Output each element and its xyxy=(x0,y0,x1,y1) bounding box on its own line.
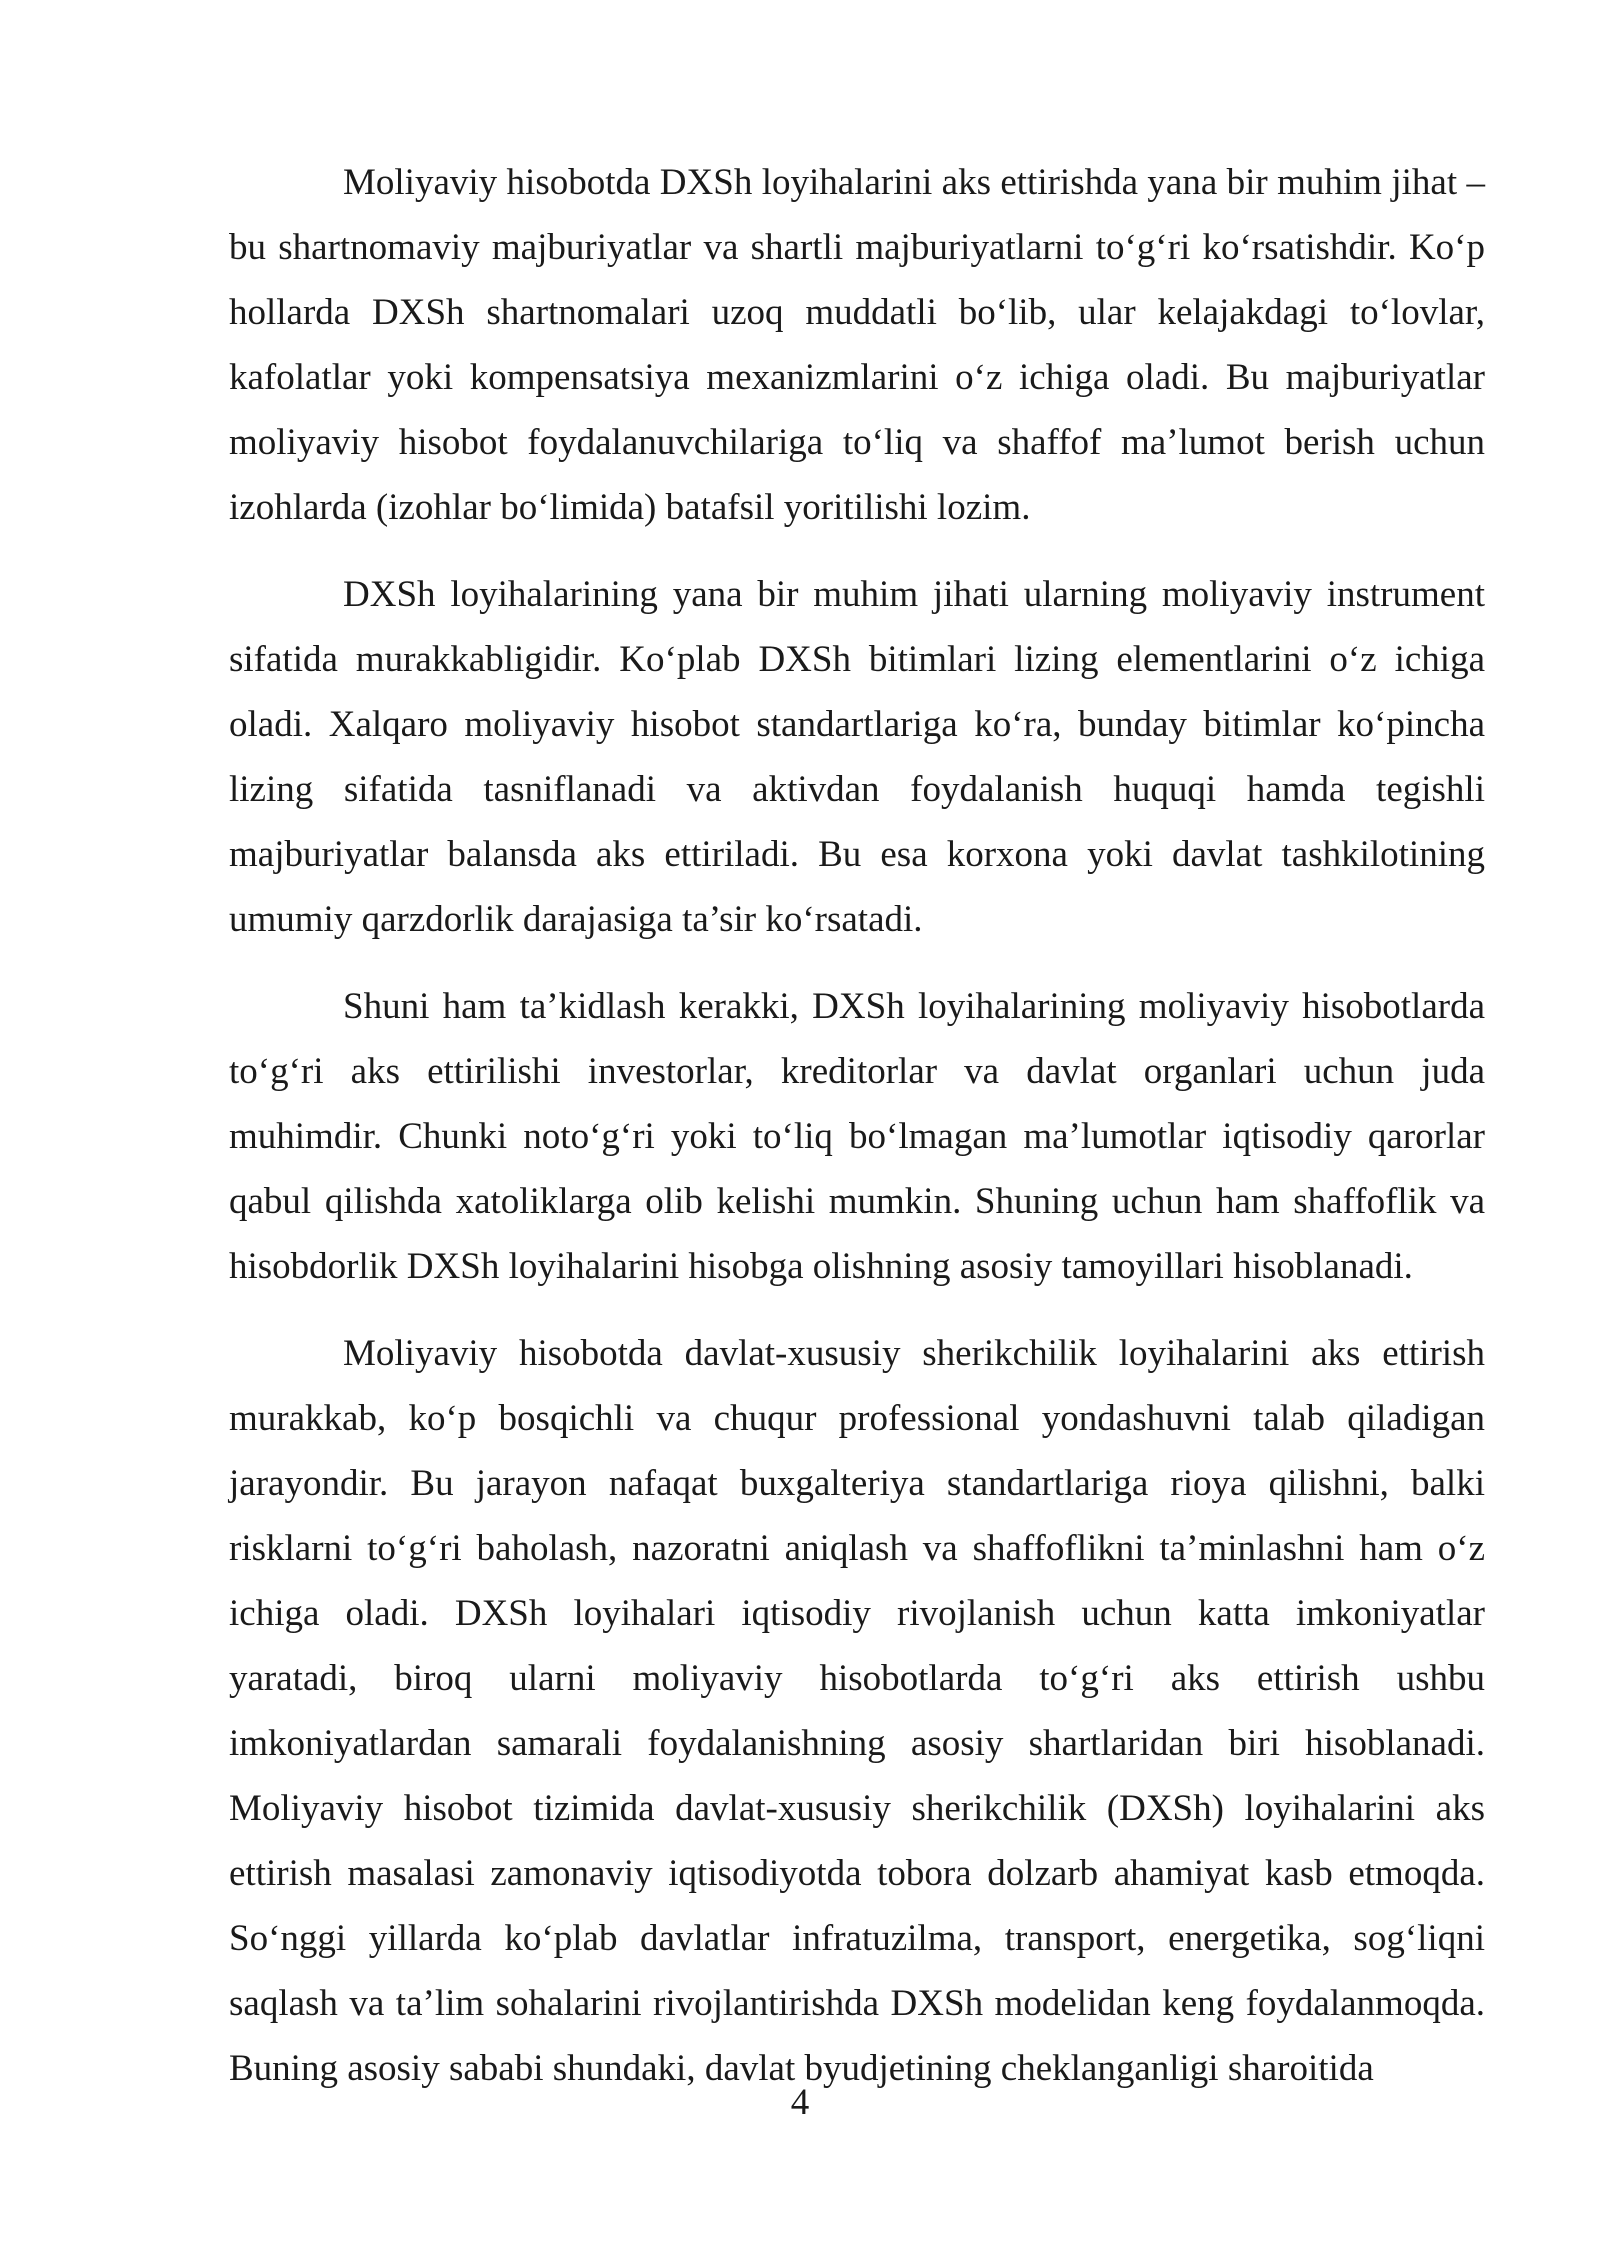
paragraph-2: DXSh loyihalarining yana bir muhim jihati ularning moliyaviy instrument sifatida murakkabligidir. Ko‘plab DXSh bitimlari lizing elementlarini o‘z ichiga oladi. Xalqaro moliyaviy hisobot standartlariga ko‘ra, bunday bitimlar ko‘pincha lizing sifatida tasniflanadi va aktivdan foydalanish huquqi hamda tegishli majburiyatlar balansda aks ettiriladi. Bu esa korxona yoki davlat tashkilotining umumiy qarzdorlik darajasiga ta’sir ko‘rsatadi. xyxy=(229,574,1485,940)
paragraph-4: Moliyaviy hisobotda davlat-xususiy sherikchilik loyihalarini aks ettirish murakkab, ko‘p bosqichli va chuqur professional yondashuvni talab qiladigan jarayondir. Bu jarayon nafaqat buxgalteriya standartlariga rioya qilishni, balki risklarni to‘g‘ri baholash, nazoratni aniqlash va shaffoflikni ta’minlashni ham o‘z ichiga oladi. DXSh loyihalari iqtisodiy rivojlanish uchun katta imkoniyatlar yaratadi, biroq ularni moliyaviy hisobotlarda to‘g‘ri aks ettirish ushbu imkoniyatlardan samarali foydalanishning asosiy shartlaridan biri hisoblanadi. Moliyaviy hisobot tizimida davlat-xususiy sherikchilik (DXSh) loyihalarini aks ettirish masalasi zamonaviy iqtisodiyotda tobora dolzarb ahamiyat kasb etmoqda. So‘nggi yillarda ko‘plab davlatlar infratuzilma, transport, energetika, sog‘liqni saqlash va ta’lim sohalarini rivojlantirishda DXSh modelidan keng foydalanmoqda. Buning asosiy sababi shundaki, davlat byudjetining cheklanganligi sharoitida xyxy=(229,1333,1485,2089)
page-number: 4 xyxy=(790,2082,810,2123)
paragraph-3: Shuni ham ta’kidlash kerakki, DXSh loyihalarining moliyaviy hisobotlarda to‘g‘ri aks ettirilishi investorlar, kreditorlar va davlat organlari uchun juda muhimdir. Chunki noto‘g‘ri yoki to‘liq bo‘lmagan ma’lumotlar iqtisodiy qarorlar qabul qilishda xatoliklarga olib kelishi mumkin. Shuning uchun ham shaffoflik va hisobdorlik DXSh loyihalarini hisobga olishning asosiy tamoyillari hisoblanadi. xyxy=(229,986,1485,1287)
paragraph-1: Moliyaviy hisobotda DXSh loyihalarini aks ettirishda yana bir muhim jihat – bu shartnomaviy majburiyatlar va shartli majburiyatlarni to‘g‘ri ko‘rsatishdir. Ko‘p hollarda DXSh shartnomalari uzoq muddatli bo‘lib, ular kelajakdagi to‘lovlar, kafolatlar yoki kompensatsiya mexanizmlarini o‘z ichiga oladi. Bu majburiyatlar moliyaviy hisobot foydalanuvchilariga to‘liq va shaffof ma’lumot berish uchun izohlarda (izohlar bo‘limida) batafsil yoritilishi lozim. xyxy=(229,162,1485,528)
document-body xyxy=(229,150,1485,2123)
